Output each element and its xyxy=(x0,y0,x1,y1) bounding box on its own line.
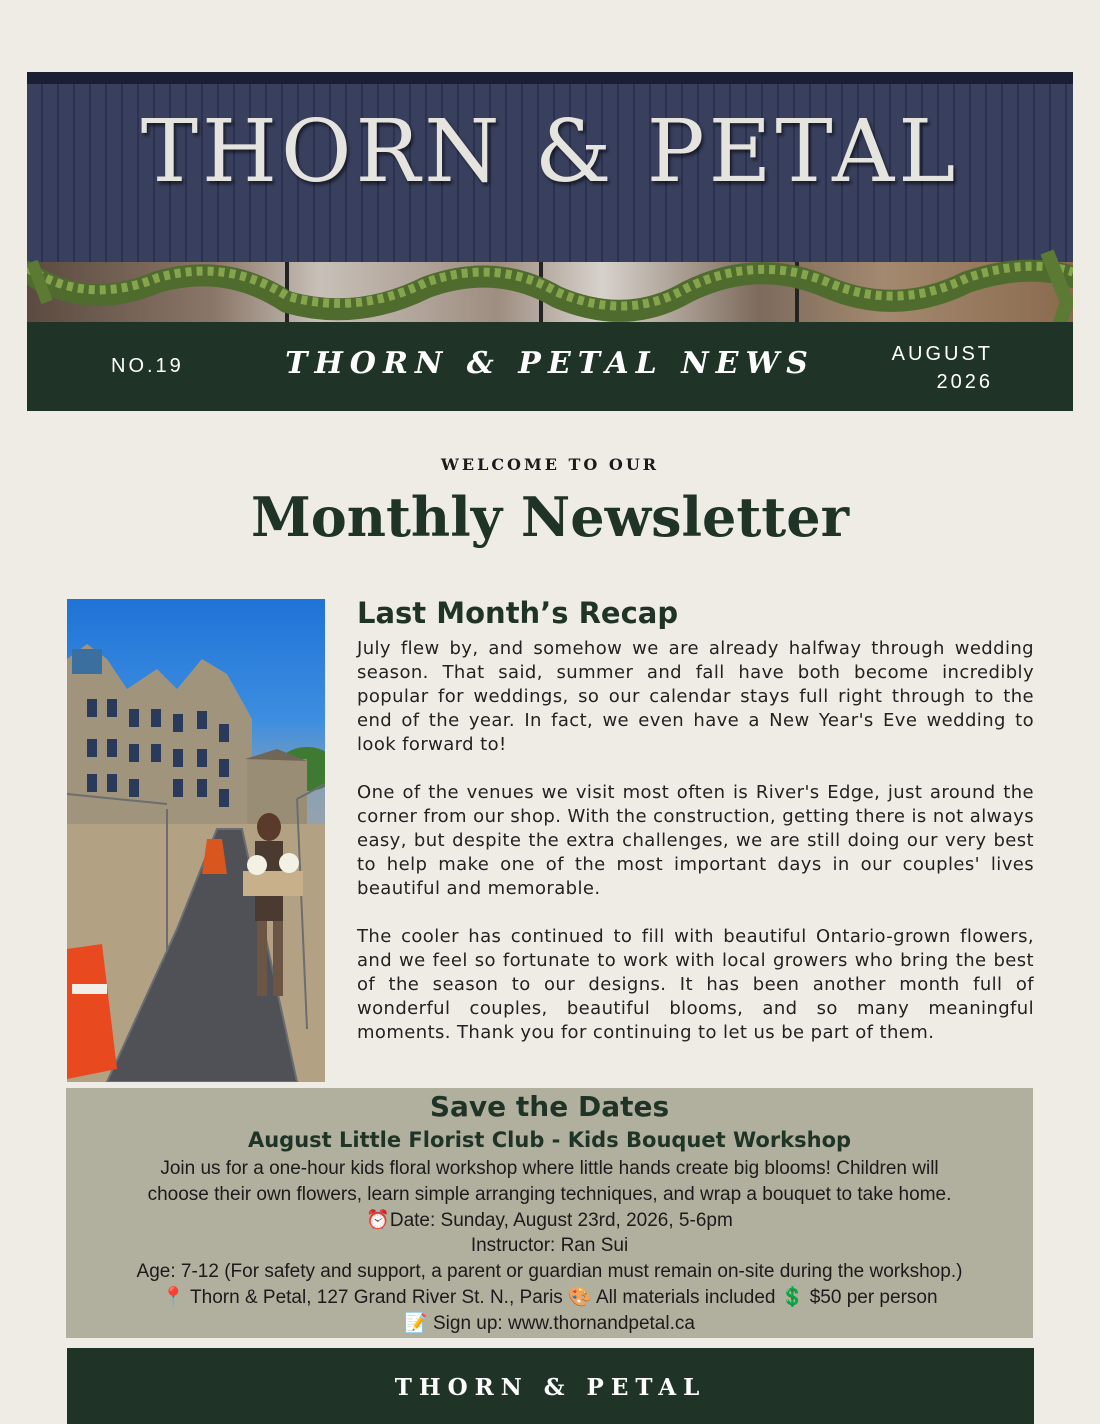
event-description: choose their own flowers, learn simple arranging techniques, and wrap a bouquet to take home. xyxy=(147,1183,952,1205)
event-instructor: Instructor: Ran Sui xyxy=(470,1235,629,1257)
page-title: Monthly Newsletter xyxy=(250,485,850,549)
storefront-cap xyxy=(27,72,1073,84)
newsletter-header-band xyxy=(27,322,1073,411)
newsletter-masthead: THORN & PETAL NEWS xyxy=(285,346,815,381)
venue-photo xyxy=(67,599,325,1082)
event-age: Age: 7-12 (For safety and support, a parent or guardian must remain on-site during the workshop.) xyxy=(136,1261,963,1283)
recap-paragraph: July flew by, and somehow we are already halfway through wedding season. That said, summer and fall have both become incredibly popular for weddings, so our calendar stays full right through to the end of the year. In fact, we even have a New Year's Eve wedding to look forward to! xyxy=(357,638,1034,755)
welcome-kicker: WELCOME TO OUR xyxy=(440,455,660,474)
issue-month: AUGUST xyxy=(891,343,993,365)
event-signup-link[interactable]: 📝 Sign up: www.thornandpetal.ca xyxy=(404,1312,695,1334)
footer-brand: THORN & PETAL xyxy=(394,1374,707,1401)
issue-date xyxy=(892,340,993,396)
save-the-dates-heading: Save the Dates xyxy=(429,1090,670,1123)
venue-illustration xyxy=(67,599,325,1082)
storefront-sign: THORN & PETAL xyxy=(140,102,960,202)
issue-year: 2026 xyxy=(936,371,993,393)
recap-body xyxy=(357,637,1034,1069)
event-date: ⏰Date: Sunday, August 23rd, 2026, 5-6pm xyxy=(366,1209,733,1231)
recap-paragraph: One of the venues we visit most often is River's Edge, just around the corner from our shop. With the construction, getting there is not always easy, but despite the extra challenges, we are still doing our very best to help make one of the most important days in our couples' lives beautiful and memorable. xyxy=(357,782,1034,899)
issue-number: NO.19 xyxy=(111,355,184,377)
storefront-photo xyxy=(27,72,1073,323)
garland-illustration xyxy=(27,242,1073,323)
recap-heading: Last Month’s Recap xyxy=(357,596,679,630)
event-name: August Little Florist Club - Kids Bouquet Workshop xyxy=(247,1128,852,1152)
event-location: 📍 Thorn & Petal, 127 Grand River St. N., Paris 🎨 All materials included 💲 $50 per person xyxy=(161,1286,938,1308)
event-description: Join us for a one-hour kids floral workshop where little hands create big blooms! Children will xyxy=(160,1158,939,1179)
save-the-dates-panel xyxy=(66,1088,1033,1338)
recap-paragraph: The cooler has continued to fill with beautiful Ontario-grown flowers, and we feel so fortunate to work with local growers who bring the best of the season to our designs. It has been another month full of wonderful couples, beautiful blooms, and so many meaningful moments. Thank you for continuing to let us be part of them. xyxy=(357,926,1034,1043)
footer-band xyxy=(67,1348,1034,1424)
